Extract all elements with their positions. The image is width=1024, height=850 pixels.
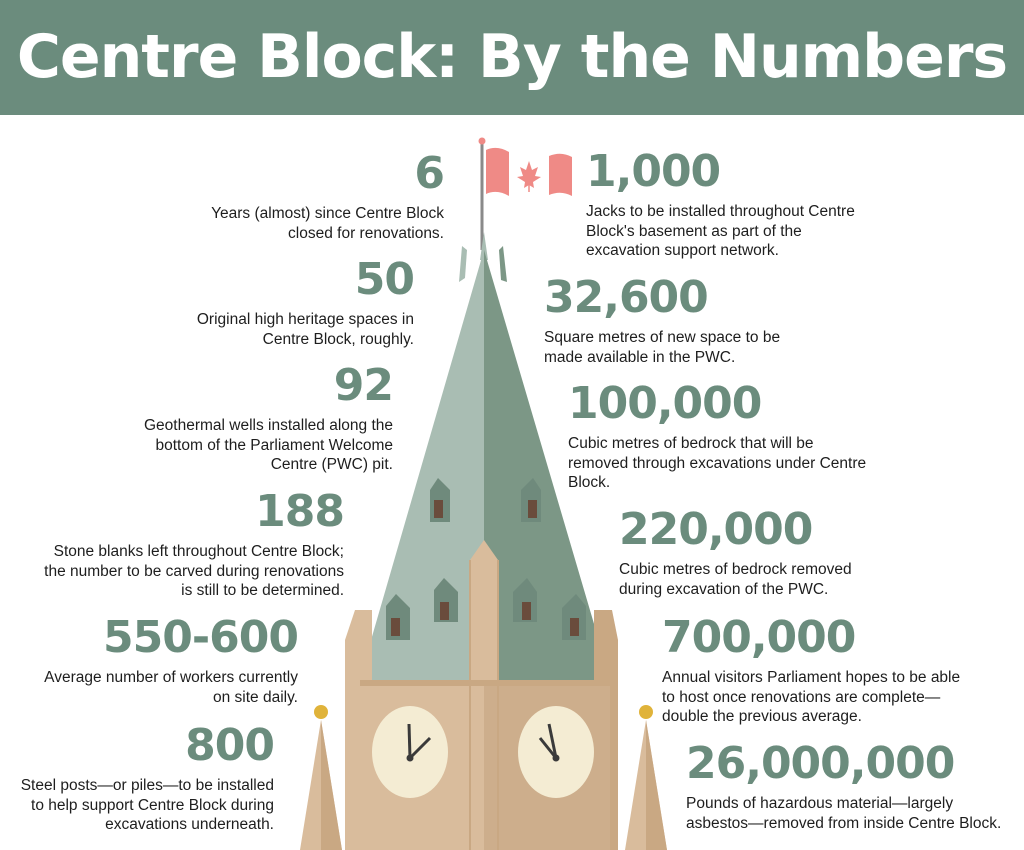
fact-steel-posts [4, 722, 274, 835]
fact-description: Cubic metres of bedrock removed during excavation of the PWC. [619, 561, 852, 598]
fact-stone-blanks [44, 488, 344, 601]
fact-description: Annual visitors Parliament hopes to be able to host once renovations are complete—double the previous average. [662, 669, 961, 725]
fact-number: 188 [255, 486, 344, 537]
right-pinnacle [625, 705, 667, 850]
fact-description: Original high heritage spaces in Centre Block, roughly. [196, 311, 414, 348]
fact-number: 1,000 [586, 146, 721, 197]
fact-hazardous-material [686, 740, 1016, 833]
fact-description: Steel posts—or piles—to be installed to help support Centre Block during excavations underneath. [20, 777, 274, 833]
fact-number: 50 [354, 254, 414, 305]
clock-icon [372, 706, 448, 798]
fact-number: 26,000,000 [686, 738, 955, 789]
fact-jacks [586, 148, 856, 261]
page-title: Centre Block: By the Numbers [16, 22, 1008, 92]
fact-description: Average number of workers currently on site daily. [44, 669, 298, 706]
fact-heritage-spaces [164, 256, 414, 349]
fact-number: 100,000 [568, 378, 762, 429]
fact-description: Years (almost) since Centre Block closed for renovations. [211, 205, 444, 242]
fact-number: 700,000 [662, 612, 856, 663]
fact-annual-visitors [662, 614, 962, 727]
fact-description: Stone blanks left throughout Centre Block; the number to be carved during renovations is still to be determined. [44, 543, 344, 599]
fact-number: 32,600 [544, 272, 708, 323]
fact-number: 220,000 [619, 504, 813, 555]
fact-description: Jacks to be installed throughout Centre Block's basement as part of the excavation support network. [586, 203, 855, 259]
fact-description: Pounds of hazardous material—largely asbestos—removed from inside Centre Block. [686, 795, 1002, 832]
fact-geothermal-wells [133, 362, 393, 475]
fact-description: Geothermal wells installed along the bottom of the Parliament Welcome Centre (PWC) pit. [144, 417, 393, 473]
canadian-flag-icon [479, 138, 573, 251]
fact-description: Square metres of new space to be made available in the PWC. [544, 329, 781, 366]
fact-bedrock-removed-centre-block [568, 380, 868, 493]
fact-description: Cubic metres of bedrock that will be removed through excavations under Centre Block. [568, 435, 867, 491]
fact-years-closed [204, 150, 444, 243]
left-pinnacle [300, 705, 342, 850]
fact-number: 550-600 [103, 612, 298, 663]
fact-number: 6 [414, 148, 444, 199]
fact-new-space [544, 274, 814, 367]
fact-number: 800 [185, 720, 274, 771]
clock-icon [518, 706, 594, 798]
fact-workers [38, 614, 298, 707]
fact-number: 92 [333, 360, 393, 411]
fact-bedrock-removed-pwc [619, 506, 889, 599]
